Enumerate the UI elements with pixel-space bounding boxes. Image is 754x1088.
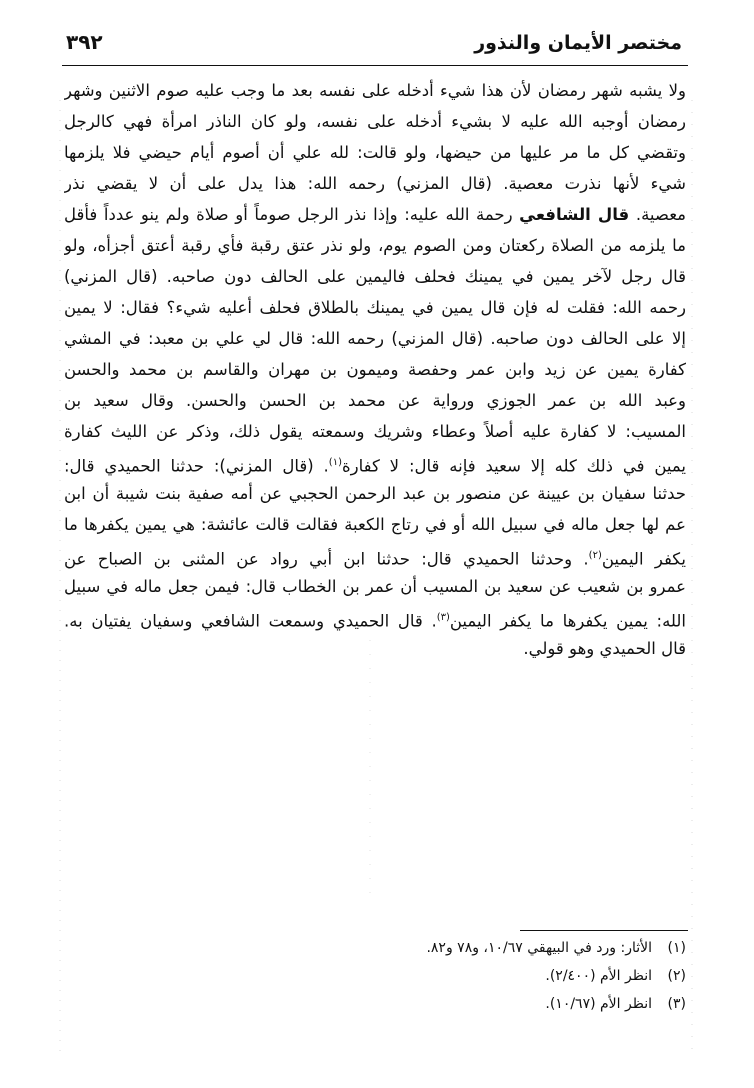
page-header <box>62 24 688 64</box>
text-line: رمضان أوجبه الله عليه لا بشيء أدخله على نفسه، ولو كان الناذر امرأة فهي كالرجل <box>64 112 686 131</box>
text-line: وعبد الله بن عمر الجوزي ورواية عن محمد بن الحسن والحسن. وقال سعيد بن <box>64 391 686 410</box>
text-line: قال رجل لآخر يمين في يمينك فحلف فاليمين على الحالف دون صاحبه. (قال المزني) <box>64 267 686 286</box>
text-line: إلا على الحالف دون صاحبه. (قال المزني) رحمه الله: قال لي علي بن معبد: في المشي <box>64 329 686 348</box>
text-run: معصية. <box>635 205 686 224</box>
footnote-text: الأثار: ورد في البيهقي ١٠/٦٧، و٧٨ و٨٢. <box>426 940 652 956</box>
text-line: كفارة يمين عن زيد وابن عمر وحفصة وميمون بن مهران والقاسم بن محمد والحسن <box>64 360 686 379</box>
text-line <box>64 602 686 633</box>
footnote-rule <box>520 930 688 931</box>
footnote-2 <box>64 962 686 990</box>
footnote-ref-2[interactable]: (٢) <box>588 550 602 561</box>
text-line: ولا يشبه شهر رمضان لأن هذا شيء أدخله على نفسه بعد ما وجب عليه صوم الاثنين وشهر <box>64 81 686 100</box>
header-title: مختصر الأيمان والنذور <box>474 32 682 54</box>
shafii-heading: قال الشافعي <box>519 205 630 224</box>
text-run: الله: يمين يكفرها ما يكفر اليمين <box>449 611 686 631</box>
text-line: عمرو بن شعيب عن سعيد بن المسيب أن عمر بن الخطاب قال: فيمن جعل ماله في سبيل <box>64 577 686 596</box>
text-run: . (قال المزني): حدثنا الحميدي قال: <box>64 456 329 476</box>
text-line: رحمه الله: فقلت له فإن قال يمين في يمينك بالطلاق فحلف أعليه شيء؟ فقال: لا يمين <box>64 298 686 317</box>
header-rule <box>62 65 688 66</box>
text-line: شيء لأنها نذرت معصية. (قال المزني) رحمه الله: هذا يدل على أن لا يقضي نذر <box>64 174 686 193</box>
page-number: ٣٩٢ <box>66 30 103 54</box>
main-text <box>64 75 686 664</box>
text-line: عم لها جعل ماله في سبيل الله أو في رتاج الكعبة فقالت قالت عائشة: هي يمين يكفرها ما <box>64 515 686 534</box>
text-run: . قال الحميدي وسمعت الشافعي وسفيان يفتيان به. <box>64 611 437 631</box>
footnote-1 <box>64 934 686 962</box>
text-line-last: قال الحميدي وهو قولي. <box>523 639 686 658</box>
footnote-text: انظر الأم (١٠/٦٧). <box>545 996 652 1012</box>
text-line <box>64 540 686 571</box>
text-line: حدثنا سفيان بن عيينة عن منصور بن عبد الرحمن الحجبي عن أمه صفية بنت شيبة أن ابن <box>64 484 686 503</box>
text-run: يمين في ذلك كله إلا سعيد فإنه قال: لا كفارة <box>341 456 686 476</box>
text-line: ما يلزمه من الصلاة ركعتان ومن الصوم يوم، ولو نذر عتق رقبة فأي رقبة أعتق أجزأه، ولو <box>64 236 686 255</box>
text-run: . وحدثنا الحميدي قال: حدثنا ابن أبي رواد عن المثنى بن الصباح عن <box>64 549 589 569</box>
footnote-number: (٣) <box>667 996 686 1012</box>
text-line <box>64 199 686 230</box>
footnote-text: انظر الأم (٢/٤٠٠). <box>545 968 652 984</box>
footnote-number: (٢) <box>667 968 686 984</box>
footnote-3 <box>64 990 686 1018</box>
footnote-ref-1[interactable]: (١) <box>328 457 342 468</box>
footnotes <box>64 934 686 1018</box>
footnote-number: (١) <box>667 940 686 956</box>
text-run: يكفر اليمين <box>601 549 686 569</box>
text-line: وتقضي كل ما مر عليها من حيضها، ولو قالت: لله علي أن أصوم أيام حيضي فلا يلزمها <box>64 143 686 162</box>
text-line: المسيب: لا كفارة عليه أصلاً وعطاء وشريك وسمعته يقول ذلك، وذكر عن الليث كفارة <box>64 422 686 441</box>
footnote-ref-3[interactable]: (٣) <box>436 612 450 623</box>
text-run: رحمة الله عليه: وإذا نذر الرجل صوماً أو صلاة ولم ينو عدداً فأقل <box>64 205 513 224</box>
text-line <box>64 447 686 478</box>
